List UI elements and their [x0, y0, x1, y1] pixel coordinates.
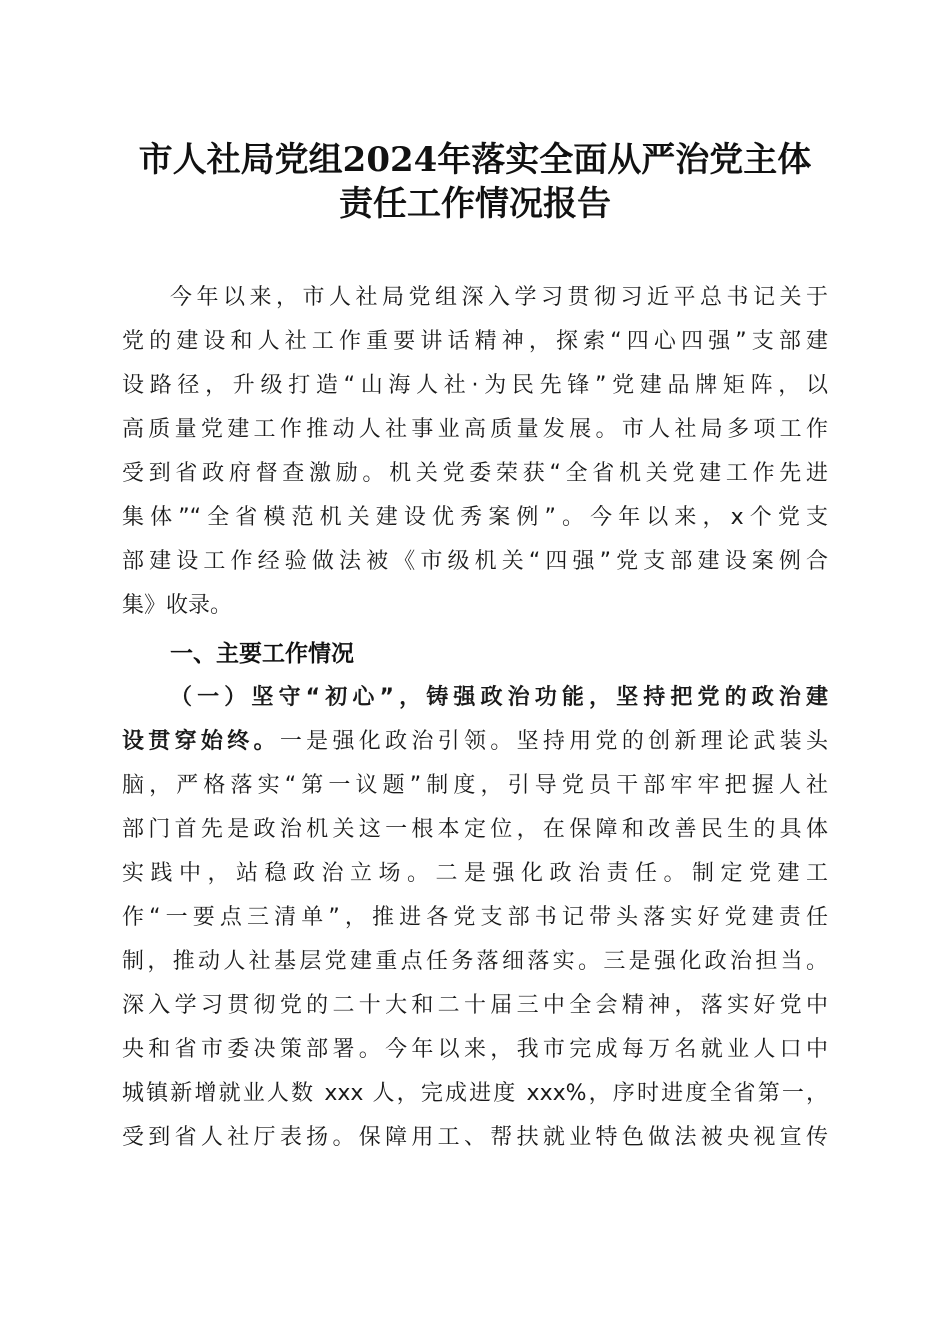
subsection-line: 深入学习贯彻党的二十大和二十届三中全会精神，落实好党中: [122, 993, 828, 1018]
subsection-heading-continued: 设贯穿始终。: [122, 729, 280, 754]
subsection-line: 城镇新增就业人数 xxx 人，完成进度 xxx%，序时进度全省第一，: [122, 1081, 828, 1106]
subsection-line: 制，推动人社基层党建重点任务落细落实。三是强化政治担当。: [122, 949, 828, 974]
document-title-line-2: 责任工作情况报告: [339, 184, 611, 224]
intro-paragraph-line: 设路径，升级打造“山海人社·为民先锋”党建品牌矩阵，以: [122, 373, 828, 398]
subsection-heading: （一）坚守“初心”，铸强政治功能，坚持把党的政治建: [170, 685, 828, 710]
subsection-line: 央和省市委决策部署。今年以来，我市完成每万名就业人口中: [122, 1037, 828, 1062]
subsection-line: 部门首先是政治机关这一根本定位，在保障和改善民生的具体: [122, 817, 828, 842]
section-heading: 一、主要工作情况: [170, 641, 354, 667]
intro-paragraph-line: 集》收录。: [122, 593, 233, 618]
subsection-line: 脑，严格落实“第一议题”制度，引导党员干部牢牢把握人社: [122, 773, 828, 798]
subsection-line-1: [122, 720, 828, 764]
subsection-line: 作“一要点三清单”，推进各党支部书记带头落实好党建责任: [122, 905, 828, 930]
intro-paragraph-line: 集体”“全省模范机关建设优秀案例”。今年以来，x个党支: [122, 505, 828, 530]
subsection-line: 实践中，站稳政治立场。二是强化政治责任。制定党建工: [122, 861, 828, 886]
document-title-line-1: 市人社局党组2024年落实全面从严治党主体: [138, 140, 812, 180]
intro-paragraph-line: 党的建设和人社工作重要讲话精神，探索“四心四强”支部建: [122, 329, 828, 354]
intro-paragraph-line: 部建设工作经验做法被《市级机关“四强”党支部建设案例合: [122, 549, 828, 574]
subsection-text: 一是强化政治引领。坚持用党的创新理论武装头: [279, 729, 828, 754]
intro-paragraph-line: 受到省政府督查激励。机关党委荣获“全省机关党建工作先进: [122, 461, 828, 486]
subsection-line: 受到省人社厅表扬。保障用工、帮扶就业特色做法被央视宣传: [122, 1125, 828, 1150]
intro-paragraph-line: 高质量党建工作推动人社事业高质量发展。市人社局多项工作: [122, 417, 828, 442]
intro-paragraph-line: 今年以来，市人社局党组深入学习贯彻习近平总书记关于: [170, 285, 828, 310]
